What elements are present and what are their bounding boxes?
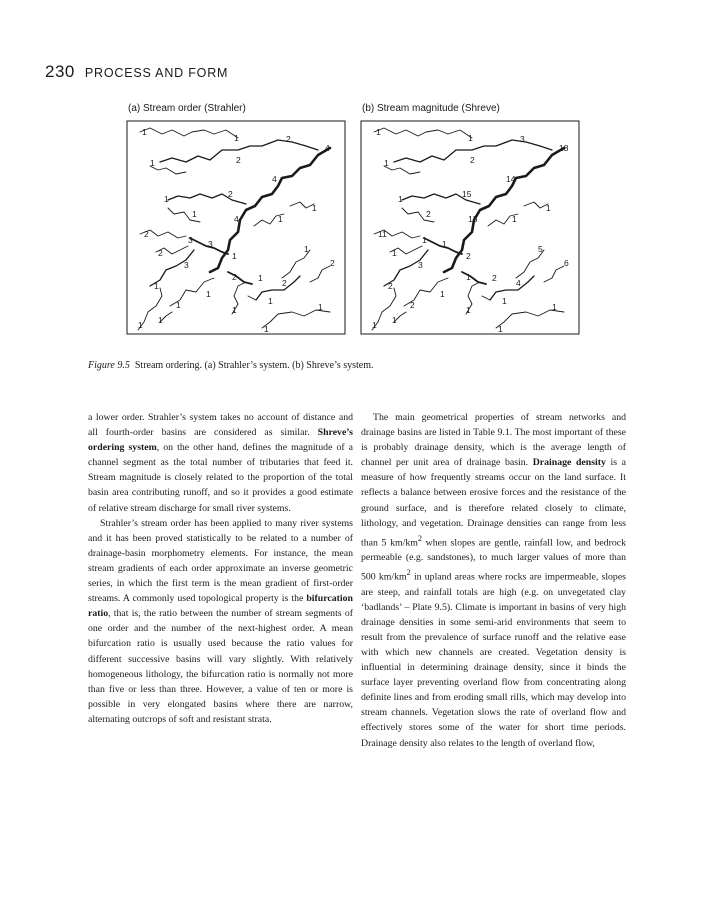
order1-stream xyxy=(374,128,472,138)
stream-label: 1 xyxy=(318,302,323,312)
stream-label: 2 xyxy=(232,272,237,282)
stream-order-figure xyxy=(0,0,710,360)
stream-label: 3 xyxy=(188,235,193,245)
stream-label: 2 xyxy=(330,258,335,268)
stream-label: 2 xyxy=(236,155,241,165)
text-run: is a measure of how frequently streams occur on the land surface. It reflects a balance between erosive forces and the resistance of the ground surface, and is therefore related closely to climate, lithology, and vegetation. Drainage densities can range from less than 5 km/km xyxy=(361,457,627,549)
stream-label: 1 xyxy=(154,281,159,291)
text-run: a lower order. Strahler’s system takes no account of distance and all fourth-order basins are considered as similar. xyxy=(88,412,353,439)
key-term: Shreve’s ordering system xyxy=(88,427,353,454)
stream-label: 1 xyxy=(278,214,283,224)
stream-label: 4 xyxy=(325,143,330,153)
running-head: PROCESS AND FORM xyxy=(84,66,229,80)
text-run: , on the other hand, defines the magnitude of a channel segment as the total number of tributaries that feed it. Stream magnitude is closely related to the proportion of the total basin area contributing runoff, and so it provides a good estimate of relative stream discharge for small river systems. xyxy=(88,442,353,514)
stream-label: 1 xyxy=(164,194,169,204)
left-column xyxy=(88,410,353,727)
stream-label: 1 xyxy=(138,320,143,330)
stream-label: 3 xyxy=(184,260,189,270)
order1-stream xyxy=(140,128,238,138)
stream-label: 2 xyxy=(466,251,471,261)
stream-label: 14 xyxy=(506,174,516,184)
stream-label: 2 xyxy=(158,248,163,258)
stream-label: 1 xyxy=(150,158,155,168)
stream-label: 2 xyxy=(286,134,291,144)
stream-label: 2 xyxy=(426,209,431,219)
stream-label: 18 xyxy=(559,143,569,153)
superscript: 2 xyxy=(406,568,411,578)
stream-label: 13 xyxy=(468,214,478,224)
order1-stream xyxy=(262,310,330,328)
shreve-labels xyxy=(372,127,569,334)
stream-label: 1 xyxy=(142,127,147,137)
order2-stream xyxy=(168,194,246,204)
stream-label: 1 xyxy=(232,305,237,315)
stream-label: 4 xyxy=(234,214,239,224)
stream-label: 2 xyxy=(470,155,475,165)
stream-label: 2 xyxy=(228,189,233,199)
stream-label: 1 xyxy=(312,203,317,213)
key-term: Drainage density xyxy=(532,457,606,469)
stream-label: 6 xyxy=(564,258,569,268)
paragraph xyxy=(88,410,353,516)
stream-label: 1 xyxy=(440,289,445,299)
text-run: Strahler’s stream order has been applied to many river systems and it has been proved statistically to be related to a number of drainage-basin morphometry elements. For instance, the mean stream gradients of each order approximate an inverse geometric series, in which the first term is the mean gradient of first-order streams. A commonly used topological property is the xyxy=(88,517,353,605)
stream-label: 1 xyxy=(384,158,389,168)
stream-label: 5 xyxy=(538,244,543,254)
strahler-panel xyxy=(127,121,345,334)
stream-label: 1 xyxy=(502,296,507,306)
stream-label: 3 xyxy=(418,260,423,270)
text-run: in upland areas where rocks are impermeable, slopes are steep, and rainfall totals are high (e.g. on unvegetated clay ‘badlands’ – Plate 9.5). Climate is important in basins of very high drainage densities in some semi-arid environments that seem to result from the prevalence of surface runoff and the relative ease with which new channels are created. Vegetation density is influential in determining drainage density, since it binds the surface layer preventing overland flow from concentrating along definite lines and from eroding small rills, which may develop into stream channels. Vegetation slows the rate of overland flow and effectively stores some of the water for short time periods. Drainage density also relates to the length of overland flow, xyxy=(361,571,626,749)
paragraph xyxy=(88,516,353,727)
stream-label: 1 xyxy=(176,300,181,310)
stream-label: 2 xyxy=(492,273,497,283)
stream-label: 2 xyxy=(144,229,149,239)
stream-label: 1 xyxy=(392,248,397,258)
text-run: The main geometrical properties of stream networks and drainage basins are listed in Table 9.1. The most important of these is probably drainage density, which is the average length of channel per unit area of drainage basin. xyxy=(361,412,626,469)
stream-label: 1 xyxy=(422,235,427,245)
order1-stream xyxy=(496,310,564,328)
stream-label: 1 xyxy=(232,251,237,261)
right-column xyxy=(361,410,626,751)
stream-label: 1 xyxy=(376,127,381,137)
figure-caption xyxy=(88,360,374,371)
page-number: 230 xyxy=(45,62,75,81)
order1-stream xyxy=(290,202,314,208)
stream-label: 4 xyxy=(272,174,277,184)
stream-label: 2 xyxy=(282,278,287,288)
order1-stream xyxy=(248,296,256,300)
stream-label: 1 xyxy=(442,239,447,249)
stream-label: 1 xyxy=(304,244,309,254)
stream-label: 2 xyxy=(388,281,393,291)
order1-stream xyxy=(310,266,330,282)
superscript: 2 xyxy=(417,533,422,543)
order1-stream xyxy=(282,250,310,278)
stream-label: 1 xyxy=(192,209,197,219)
key-term: bifurcation ratio xyxy=(88,593,353,620)
stream-label: 15 xyxy=(462,189,472,199)
stream-label: 1 xyxy=(392,315,397,325)
panel-a-frame xyxy=(127,121,345,334)
stream-label: 1 xyxy=(264,324,269,334)
stream-label: 1 xyxy=(498,324,503,334)
order1-stream xyxy=(150,166,186,174)
stream-label: 1 xyxy=(258,273,263,283)
order1-stream xyxy=(482,296,490,300)
stream-label: 3 xyxy=(208,239,213,249)
stream-label: 11 xyxy=(378,229,387,239)
text-run: when slopes are gentle, rainfall low, and bedrock permeable (e.g. sandstones), to much larger values of more than 500 km/km xyxy=(361,537,626,583)
shreve-panel xyxy=(361,121,579,334)
order1-stream xyxy=(524,202,548,208)
stream-label: 1 xyxy=(206,289,211,299)
order1-stream xyxy=(544,266,564,282)
stream-label: 1 xyxy=(466,272,471,282)
stream-label: 1 xyxy=(512,214,517,224)
stream-label: 1 xyxy=(546,203,551,213)
order1-stream xyxy=(384,166,420,174)
panel-b-frame xyxy=(361,121,579,334)
panel-b-title: (b) Stream magnitude (Shreve) xyxy=(362,103,500,114)
strahler-labels xyxy=(138,127,335,334)
stream-label: 1 xyxy=(158,315,163,325)
stream-label: 1 xyxy=(268,296,273,306)
caption-text: Stream ordering. (a) Strahler’s system. (b) Shreve’s system. xyxy=(134,360,374,371)
text-run: , that is, the ratio between the number of stream segments of one order and the number of the next-highest order. A mean bifurcation ratio is usually used because the ratio values for different successive basins will vary slightly. With relatively homogeneous lithology, the bifurcation ratio is normally not more than five or less than three. However, a value of ten or more is possible in very elongated basins where there are narrow, alternating outcrops of soft and resistant strata. xyxy=(88,608,353,725)
paragraph xyxy=(361,410,626,751)
order1-stream xyxy=(516,250,544,278)
stream-label: 3 xyxy=(520,134,525,144)
stream-label: 1 xyxy=(468,133,473,143)
stream-label: 1 xyxy=(552,302,557,312)
stream-label: 1 xyxy=(234,133,239,143)
stream-label: 2 xyxy=(410,300,415,310)
panel-a-title: (a) Stream order (Strahler) xyxy=(128,103,246,114)
stream-label: 1 xyxy=(398,194,403,204)
caption-label: Figure 9.5 xyxy=(88,360,130,371)
stream-label: 1 xyxy=(372,320,377,330)
stream-label: 1 xyxy=(466,305,471,315)
stream-label: 4 xyxy=(516,278,521,288)
